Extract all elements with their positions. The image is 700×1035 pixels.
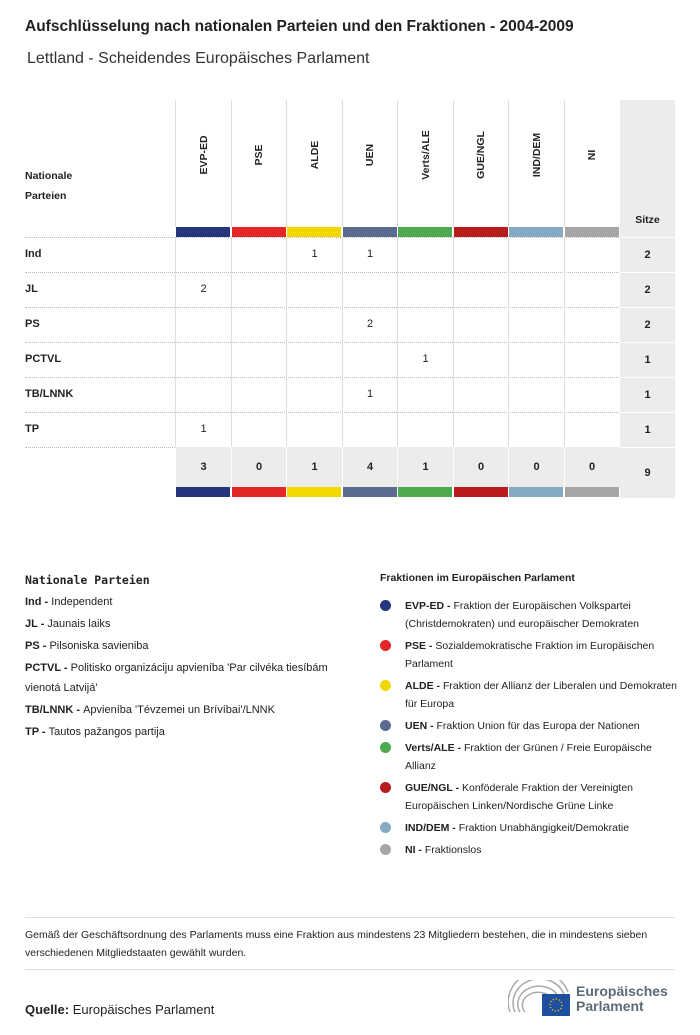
table-cell — [397, 272, 453, 307]
table-cell — [564, 272, 620, 307]
table-cell — [342, 342, 398, 377]
national-legend-item: TB/LNNK - Apvieníba 'Tévzemei un Brívíbai'/LNNK — [25, 704, 275, 716]
table-cell: 1 — [342, 377, 398, 412]
legend-name: Fraktion der Europäischen Volkspartei (Christdemokraten) und europäischer Demokraten — [405, 600, 640, 630]
table-cell — [564, 377, 620, 412]
parliament-hemicycle-icon — [508, 980, 570, 1016]
group-color-bar — [176, 227, 230, 237]
group-color-bar — [509, 227, 563, 237]
row-total: 1 — [620, 377, 675, 412]
table-cell — [453, 342, 509, 377]
total-header: Sitze — [635, 214, 660, 226]
group-header-label: UEN — [364, 143, 376, 167]
group-header — [508, 100, 564, 227]
group-color-dot-icon — [380, 640, 391, 651]
group-header — [397, 100, 453, 227]
legend-abbr: UEN — [405, 720, 428, 732]
group-color-bar — [565, 227, 619, 237]
group-legend-item: EVP-ED - Fraktion der Europäischen Volkspartei (Christdemokraten) und europäischer Demokraten — [380, 597, 678, 633]
group-color-bar-bottom — [176, 487, 230, 497]
table-cell — [397, 377, 453, 412]
divider — [25, 969, 675, 970]
national-legend-title: Nationale Parteien — [25, 573, 150, 587]
group-header-label: PSE — [253, 144, 265, 166]
table-cell — [508, 377, 564, 412]
group-total: 1 — [397, 447, 453, 487]
legend-name: Independent — [51, 596, 113, 608]
table-cell — [453, 272, 509, 307]
row-party-label: Ind — [25, 248, 42, 260]
group-legend-item: Verts/ALE - Fraktion der Grünen / Freie Europäische Allianz — [380, 739, 678, 775]
national-legend-item: PCTVL - Politisko organizáciju apvieníba 'Par cilvéka tiesíbám vienotá Latvijá' — [25, 662, 328, 694]
group-color-bar-bottom — [565, 487, 619, 497]
source — [25, 1002, 214, 1017]
legend-name: Fraktion Unabhängigkeit/Demokratie — [458, 822, 630, 834]
table-cell — [453, 307, 509, 342]
row-total: 2 — [620, 272, 675, 307]
row-total: 2 — [620, 237, 675, 272]
group-color-bar — [287, 227, 341, 237]
group-color-bar-bottom — [454, 487, 508, 497]
table-cell — [397, 237, 453, 272]
national-legend-item: JL - Jaunais laiks — [25, 618, 111, 630]
source-label: Quelle: — [25, 1002, 70, 1017]
national-legend-item: TP - Tautos pažangos partija — [25, 726, 165, 738]
group-legend-item: IND/DEM - Fraktion Unabhängigkeit/Demokratie — [380, 819, 678, 837]
legend-name: Apvieníba 'Tévzemei un Brívíbai'/LNNK — [83, 704, 275, 716]
row-total: 1 — [620, 342, 675, 377]
table-cell — [397, 412, 453, 447]
group-color-bar — [232, 227, 286, 237]
legend-abbr: PCTVL — [25, 662, 61, 674]
group-header — [286, 100, 342, 227]
group-color-bar-bottom — [343, 487, 397, 497]
table-cell — [564, 412, 620, 447]
group-header-label: Verts/ALE — [419, 130, 432, 180]
legend-name: Fraktionslos — [424, 844, 482, 856]
row-party-label: TB/LNNK — [25, 388, 74, 400]
group-legend-item: UEN - Fraktion Union für das Europa der Nationen — [380, 717, 678, 735]
row-party-label: JL — [25, 283, 38, 295]
legend-abbr: PSE — [405, 640, 427, 652]
ep-logo — [508, 980, 678, 1020]
grand-total: 9 — [620, 447, 675, 498]
group-color-dot-icon — [380, 844, 391, 855]
group-total: 0 — [564, 447, 620, 487]
table-cell — [286, 412, 342, 447]
table-cell — [508, 412, 564, 447]
table-cell: 1 — [175, 412, 231, 447]
table-cell — [175, 307, 231, 342]
table-cell — [508, 342, 564, 377]
group-total: 4 — [342, 447, 398, 487]
table-cell — [342, 412, 398, 447]
table-cell — [231, 272, 287, 307]
divider — [25, 917, 675, 918]
group-legend-title: Fraktionen im Europäischen Parlament — [380, 572, 575, 584]
group-header-label: EVP-ED — [197, 135, 210, 175]
table-cell: 2 — [342, 307, 398, 342]
table-cell — [175, 237, 231, 272]
page-subtitle: Lettland - Scheidendes Europäisches Parlament — [27, 50, 370, 67]
table-cell — [231, 377, 287, 412]
group-header — [453, 100, 509, 227]
table-cell — [231, 237, 287, 272]
group-color-dot-icon — [380, 680, 391, 691]
table-cell — [286, 307, 342, 342]
table-cell: 1 — [397, 342, 453, 377]
footnote: Gemäß der Geschäftsordnung des Parlaments muss eine Fraktion aus mindestens 23 Mitgliedern bestehen, die in mindestens sieben verschiedenen Mitgliedstaaten gewählt wurden. — [25, 929, 648, 959]
group-header — [564, 100, 620, 227]
table-cell — [508, 307, 564, 342]
legend-name: Fraktion Union für das Europa der Nationen — [436, 720, 640, 732]
table-cell — [453, 237, 509, 272]
group-total: 1 — [286, 447, 342, 487]
table-cell — [286, 342, 342, 377]
group-header-label: ALDE — [308, 140, 321, 170]
national-legend-item: Ind - Independent — [25, 596, 113, 608]
legend-abbr: ALDE — [405, 680, 434, 692]
legend-abbr: NI — [405, 844, 416, 856]
group-color-dot-icon — [380, 720, 391, 731]
table-cell — [397, 307, 453, 342]
table-cell — [564, 342, 620, 377]
group-color-bar-bottom — [398, 487, 452, 497]
legend-abbr: GUE/NGL — [405, 782, 453, 794]
legend-abbr: PS — [25, 640, 40, 652]
table-cell — [231, 307, 287, 342]
table-cell: 2 — [175, 272, 231, 307]
table-cell — [508, 272, 564, 307]
table-cell — [175, 342, 231, 377]
table-cell — [231, 412, 287, 447]
group-total: 0 — [231, 447, 287, 487]
legend-name: Fraktion der Grünen / Freie Europäische Allianz — [405, 742, 652, 772]
group-color-bar — [454, 227, 508, 237]
legend-name: Konföderale Fraktion der Vereinigten Europäischen Linken/Nordische Grüne Linke — [405, 782, 634, 812]
legend-abbr: TB/LNNK — [25, 704, 74, 716]
logo-text: Europäisches Parlament — [576, 983, 668, 1014]
national-legend-item: PS - Pilsoniska savieniba — [25, 640, 149, 652]
row-total: 1 — [620, 412, 675, 447]
legend-abbr: Verts/ALE — [405, 742, 455, 754]
row-header: Nationale Parteien — [25, 170, 73, 202]
row-party-label: TP — [25, 423, 40, 435]
group-header-label: IND/DEM — [530, 132, 543, 178]
group-color-bar-bottom — [232, 487, 286, 497]
legend-name: Politisko organizáciju apvieníba 'Par cilvéka tiesíbám vienotá Latvijá' — [25, 662, 328, 694]
group-color-bar-bottom — [509, 487, 563, 497]
legend-abbr: TP — [25, 726, 39, 738]
group-legend-item: NI - Fraktionslos — [380, 841, 678, 859]
group-color-dot-icon — [380, 822, 391, 833]
legend-abbr: Ind — [25, 596, 42, 608]
group-legend-item: PSE - Sozialdemokratische Fraktion im Europäischen Parlament — [380, 637, 678, 673]
legend-name: Tautos pažangos partija — [48, 726, 165, 738]
page-title: Aufschlüsselung nach nationalen Parteien und den Fraktionen - 2004-2009 — [25, 18, 574, 35]
group-color-dot-icon — [380, 600, 391, 611]
group-header — [231, 100, 287, 227]
group-header — [175, 100, 231, 227]
row-total: 2 — [620, 307, 675, 342]
table-cell — [175, 377, 231, 412]
legend-name: Pilsoniska savieniba — [49, 640, 149, 652]
legend-abbr: EVP-ED — [405, 600, 445, 612]
table-cell — [286, 377, 342, 412]
table-cell — [231, 342, 287, 377]
legend-name: Sozialdemokratische Fraktion im Europäischen Parlament — [405, 640, 655, 670]
group-legend — [380, 597, 678, 863]
group-header — [342, 100, 398, 227]
group-legend-item: GUE/NGL - Konföderale Fraktion der Vereinigten Europäischen Linken/Nordische Grüne Linke — [380, 779, 678, 815]
group-header-label: GUE/NGL — [475, 131, 487, 179]
table-cell — [453, 377, 509, 412]
table-cell — [286, 272, 342, 307]
national-legend — [25, 570, 355, 744]
group-color-bar — [398, 227, 452, 237]
legend-name: Fraktion der Allianz der Liberalen und Demokraten für Europa — [405, 680, 677, 710]
group-total: 0 — [508, 447, 564, 487]
table-cell — [564, 237, 620, 272]
group-total: 3 — [175, 447, 231, 487]
group-color-bar-bottom — [287, 487, 341, 497]
group-color-dot-icon — [380, 742, 391, 753]
table-cell — [508, 237, 564, 272]
table-cell: 1 — [286, 237, 342, 272]
group-color-bar — [343, 227, 397, 237]
table-cell — [453, 412, 509, 447]
group-header-label: NI — [586, 149, 598, 161]
group-total: 0 — [453, 447, 509, 487]
row-party-label: PS — [25, 318, 40, 330]
table-cell: 1 — [342, 237, 398, 272]
row-party-label: PCTVL — [25, 353, 62, 365]
table-cell — [342, 272, 398, 307]
legend-abbr: IND/DEM — [405, 822, 450, 834]
table-cell — [564, 307, 620, 342]
legend-name: Jaunais laiks — [47, 618, 111, 630]
legend-abbr: JL — [25, 618, 38, 630]
source-value: Europäisches Parlament — [72, 1002, 215, 1017]
group-legend-item: ALDE - Fraktion der Allianz der Liberalen und Demokraten für Europa — [380, 677, 678, 713]
group-color-dot-icon — [380, 782, 391, 793]
